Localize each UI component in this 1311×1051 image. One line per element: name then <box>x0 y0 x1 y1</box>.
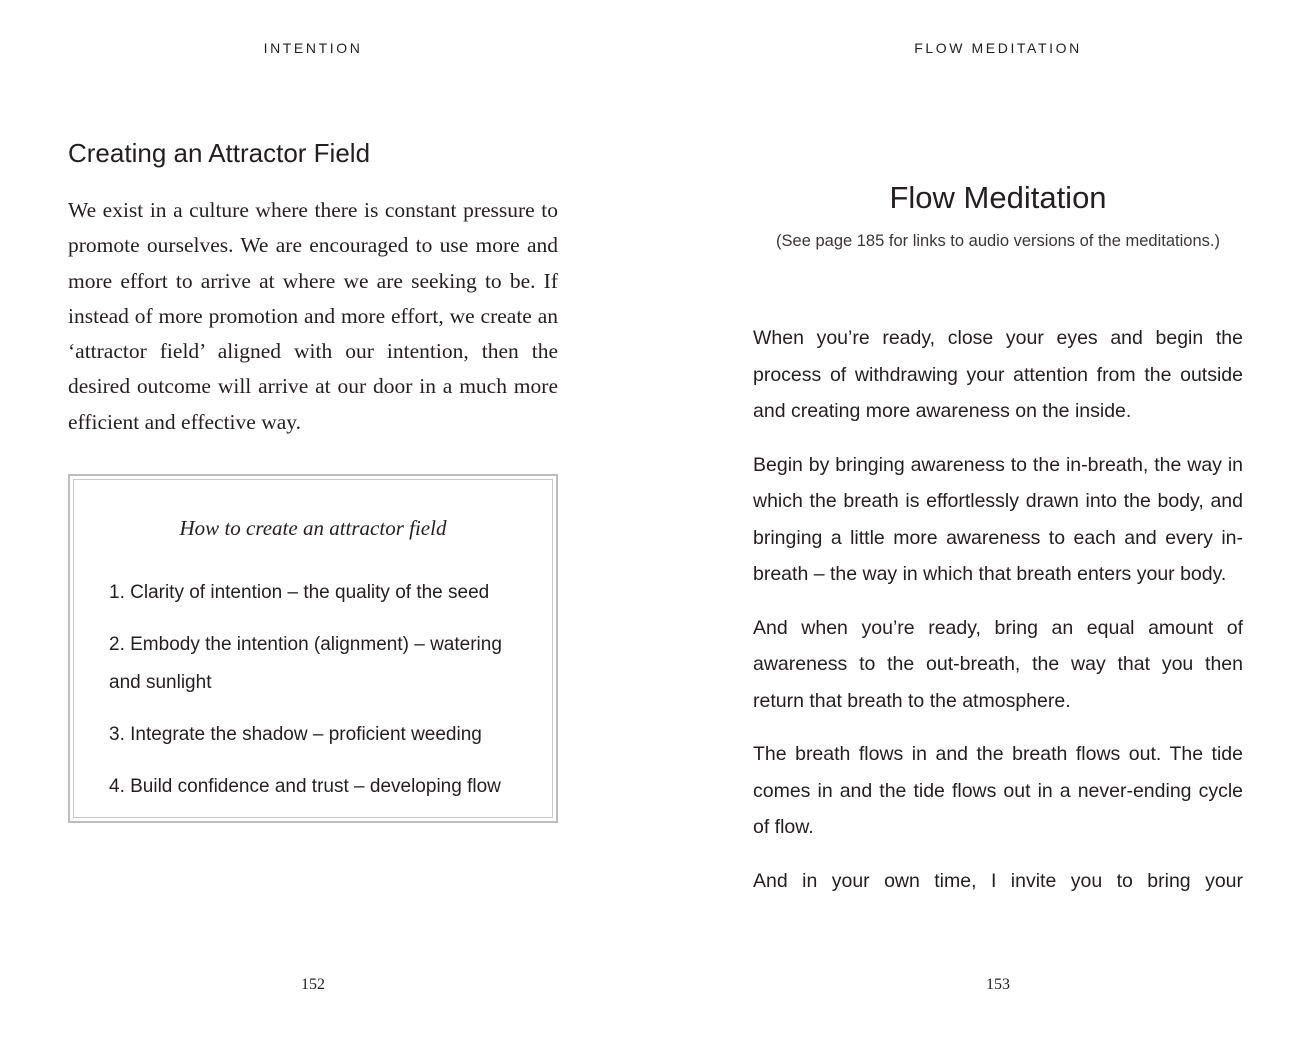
list-item: 4. Build confidence and trust – developing flow <box>109 776 501 797</box>
running-head-left: INTENTION <box>263 40 363 56</box>
box-inner-border <box>73 479 553 818</box>
running-head-right: FLOW MEDITATION <box>914 40 1082 56</box>
page-title: Flow Meditation <box>889 180 1107 215</box>
paragraph: Begin by bringing awareness to the in-breath, the way in which the breath is effortlessly drawn into the body, and bringing a little more awareness to each and every in-breath – the way in which that breath enters your body. <box>753 453 1243 585</box>
page-subtitle: (See page 185 for links to audio versions of the meditations.) <box>776 232 1220 250</box>
paragraph: When you’re ready, close your eyes and begin the process of withdrawing your attention from the outside and creating more awareness on the inside. <box>753 327 1243 422</box>
paragraph: And when you’re ready, bring an equal amount of awareness to the out-breath, the way that you then return that breath to the atmosphere. <box>753 616 1243 712</box>
box-title: How to create an attractor field <box>179 516 447 540</box>
body-paragraph: We exist in a culture where there is constant pressure to promote ourselves. We are encouraged to use more and more effort to arrive at where we are seeking to be. If instead of more promotion and more effort, we create an ‘attractor field’ aligned with our intention, then the desired outcome will arrive at our door in a much more efficient and effective way. <box>68 198 558 434</box>
right-page <box>660 0 1311 1051</box>
page-number-left: 152 <box>301 976 325 993</box>
list-item: 2. Embody the intention (alignment) – watering and sunlight <box>109 634 502 693</box>
attractor-field-box <box>68 474 558 823</box>
meditation-text <box>753 320 1243 916</box>
paragraph: The breath flows in and the breath flows out. The tide comes in and the tide flows out in a never-ending cycle of flow. <box>753 743 1243 838</box>
list-item: 3. Integrate the shadow – proficient weeding <box>109 724 482 745</box>
paragraph: And in your own time, I invite you to bring your <box>753 869 1243 892</box>
list-item: 1. Clarity of intention – the quality of the seed <box>109 582 490 603</box>
box-list <box>109 574 529 820</box>
page-number-right: 153 <box>986 976 1010 993</box>
left-page <box>0 0 640 1051</box>
section-heading: Creating an Attractor Field <box>68 138 371 168</box>
